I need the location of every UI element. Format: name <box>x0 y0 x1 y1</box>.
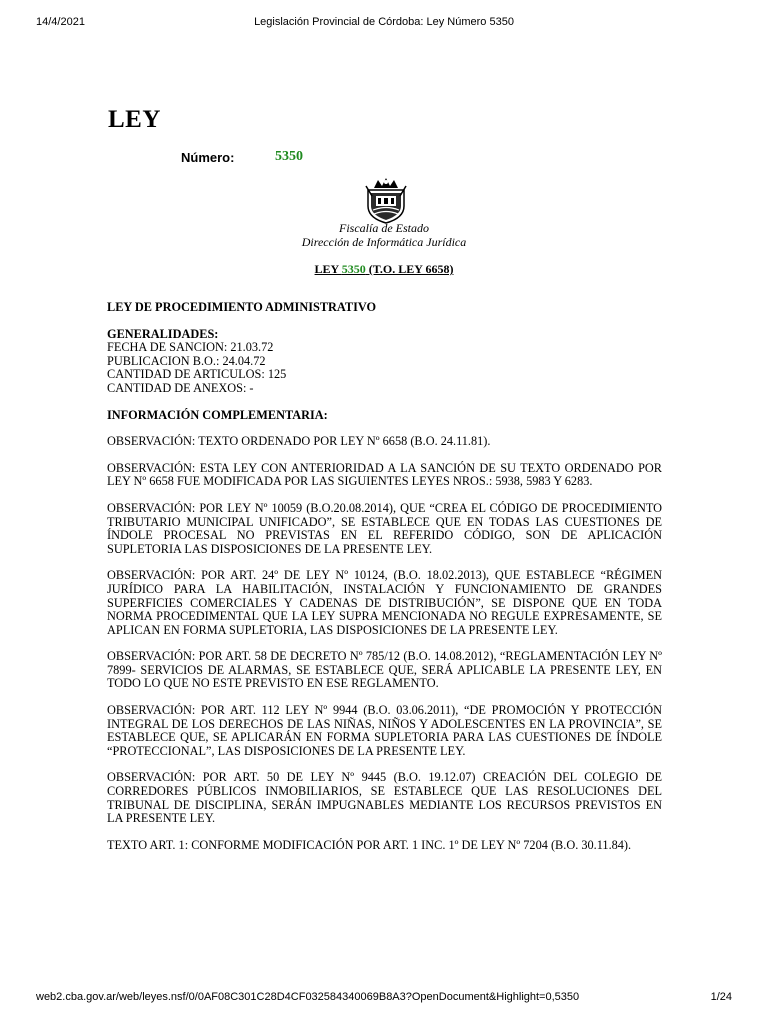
law-reference-prefix: LEY <box>314 262 342 276</box>
observacion-paragraph: OBSERVACIÓN: POR LEY Nº 10059 (B.O.20.08.2014), QUE “CREA EL CÓDIGO DE PROCEDIMIENTO TRIBUTARIO MUNICIPAL UNIFICADO”, SE ESTABLECE QUE EN TODAS LAS CUESTIONES DE ÍNDOLE PROCESAL NO PREVISTAS EN EL REFERIDO CÓDIGO, SON DE APLICACIÓN SUPLETORIA LAS DISPOSICIONES DE LA PRESENTE LEY. <box>107 500 662 556</box>
agency-department: Dirección de Informática Jurídica <box>301 235 467 249</box>
cantidad-anexos: CANTIDAD DE ANEXOS: - <box>107 380 254 395</box>
generalidades-section <box>107 328 662 396</box>
coat-of-arms-icon <box>364 176 408 224</box>
numero-value: 5350 <box>275 149 303 164</box>
print-page-number: 1/24 <box>710 991 732 1003</box>
document-title: LEY <box>108 106 161 133</box>
cantidad-articulos: CANTIDAD DE ARTICULOS: 125 <box>107 367 287 382</box>
law-reference <box>0 262 768 277</box>
agency-name: Fiscalía de Estado <box>339 221 429 235</box>
publicacion-bo: PUBLICACION B.O.: 24.04.72 <box>107 353 266 368</box>
law-name: LEY DE PROCEDIMIENTO ADMINISTRATIVO <box>107 300 377 314</box>
print-url: web2.cba.gov.ar/web/leyes.nsf/0/0AF08C301C28D4CF032584340069B8A3?OpenDocument&Highlight=0,5350 <box>36 991 580 1003</box>
numero-label: Número: <box>181 150 235 165</box>
generalidades-heading: GENERALIDADES: <box>107 326 219 341</box>
observacion-paragraph: OBSERVACIÓN: POR ART. 24º DE LEY Nº 10124, (B.O. 18.02.2013), QUE ESTABLECE “RÉGIMEN JURÍDICO PARA LA HABILITACIÓN, INSTALACIÓN Y FUNCIONAMIENTO DE GRANDES SUPERFICIES COMERCIALES Y CADENAS DE DISTRIBUCIÓN”, SE DISPONE QUE EN TODA NORMA PROCEDIMENTAL QUE LA LEY SUPRA MENCIONADA NO REGULE EXPRESAMENTE, SE APLICAN EN FORMA SUPLETORIA, LAS DISPOSICIONES DE LA PRESENTE LEY. <box>107 568 662 637</box>
law-reference-suffix: (T.O. LEY 6658) <box>365 262 454 276</box>
observacion-paragraph: OBSERVACIÓN: POR ART. 50 DE LEY Nº 9445 (B.O. 19.12.07) CREACIÓN DEL COLEGIO DE CORREDORES PÚBLICOS INMOBILIARIOS, SE ESTABLECE QUE LAS RESOLUCIONES DEL TRIBUNAL DE DISCIPLINA, SERÁN IMPUGNABLES MEDIANTE LOS RECURSOS PREVISTOS EN LA PRESENTE LEY. <box>107 770 662 826</box>
numero-row <box>181 149 303 166</box>
observacion-paragraph: OBSERVACIÓN: POR ART. 58 DE DECRETO Nº 785/12 (B.O. 14.08.2012), “REGLAMENTACIÓN LEY Nº 7899- SERVICIOS DE ALARMAS, SE ESTABLECE QUE, SERÁ APLICABLE LA PRESENTE LEY, EN TODO LO QUE NO ESTE PREVISTO EN ESE REGLAMENTO. <box>107 649 662 691</box>
print-page-title: Legislación Provincial de Córdoba: Ley Número 5350 <box>254 16 514 28</box>
observacion-paragraph: OBSERVACIÓN: ESTA LEY CON ANTERIORIDAD A LA SANCIÓN DE SU TEXTO ORDENADO POR LEY Nº 6658 FUE MODIFICADA POR LAS SIGUIENTES LEYES NROS.: 5938, 5983 Y 6283. <box>107 460 662 489</box>
observacion-paragraph: OBSERVACIÓN: POR ART. 112 LEY Nº 9944 (B.O. 03.06.2011), “DE PROMOCIÓN Y PROTECCIÓN INTEGRAL DE LOS DERECHOS DE LAS NIÑAS, NIÑOS Y ADOLESCENTES EN LA PROVINCIA”, SE ESTABLECE QUE, SE APLICARÁN EN FORMA SUPLETORIA PARA LAS CUESTIONES DE ÍNDOLE “PROTECCIONAL”, LAS DISPOSICIONES DE LA PRESENTE LEY. <box>107 703 662 758</box>
observacion-paragraph: OBSERVACIÓN: TEXTO ORDENADO POR LEY Nº 6658 (B.O. 24.11.81). <box>107 434 491 449</box>
fecha-sancion: FECHA DE SANCION: 21.03.72 <box>107 340 274 355</box>
print-date: 14/4/2021 <box>36 16 85 28</box>
law-reference-number: 5350 <box>341 262 366 276</box>
document-body <box>107 301 662 865</box>
article-note: TEXTO ART. 1: CONFORME MODIFICACIÓN POR ART. 1 INC. 1º DE LEY Nº 7204 (B.O. 30.11.84). <box>107 837 632 852</box>
info-complementaria-heading: INFORMACIÓN COMPLEMENTARIA: <box>107 407 328 422</box>
